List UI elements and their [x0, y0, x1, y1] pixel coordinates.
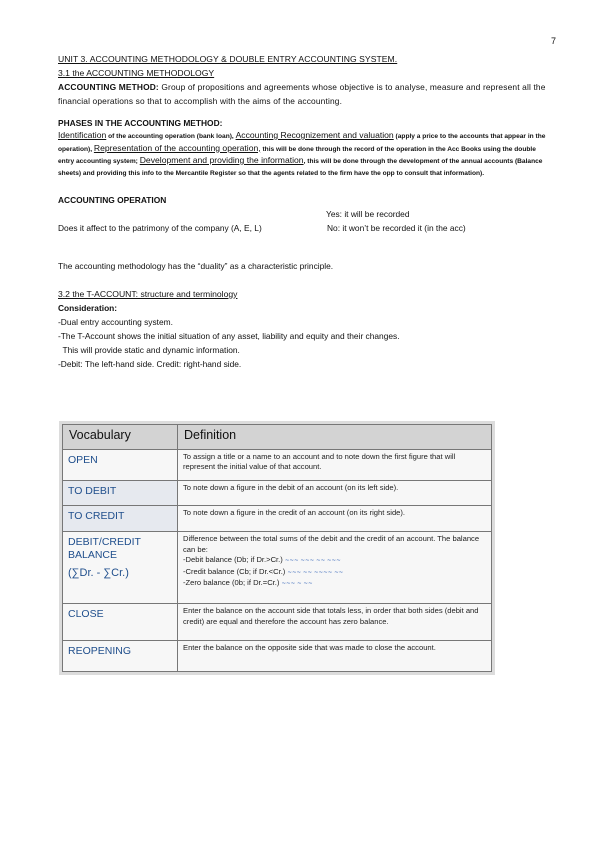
table-row: [63, 506, 492, 532]
accounting-method-paragraph: [58, 80, 548, 108]
term-cell: TO CREDIT: [63, 506, 178, 532]
definition-cell: Enter the balance on the opposite side that was made to close the account.: [178, 641, 492, 672]
operation-yes: Yes: it will be recorded: [326, 209, 410, 219]
table-row: [63, 532, 492, 604]
consideration-line: -The T-Account shows the initial situation of any asset, liability and equity and their changes.: [58, 331, 400, 341]
definition-cell: To note down a figure in the credit of an account (on its right side).: [178, 506, 492, 532]
phase-3-title: Representation of the accounting operation,: [93, 142, 261, 153]
table-header-row: [63, 425, 492, 450]
balance-item: -Debit balance (Db; if Dr.>Cr.) ~~~ ~~~ ~~ ~~~: [183, 555, 341, 564]
phase-3-text: this will be done through the record of the operation in the Acc Books using the double entry accounting system;: [58, 145, 536, 165]
balance-item: -Zero balance (0b; if Dr.=Cr.) ~~~ ~ ~~: [183, 578, 313, 587]
definition-cell: Enter the balance on the account side that totals less, in order that both sides (debit and credit) are equal and therefore the account has zero balance.: [178, 604, 492, 641]
balance-item: -Credit balance (Cb; if Dr.<Cr.) ~~~ ~~ ~~~~ ~~: [183, 566, 344, 576]
balance-definition: Difference between the total sums of the debit and the credit of an account. The balance can be:: [183, 534, 480, 554]
phase-4-text: , this will be done through the development of the annual accounts (Balance sheets) and providing this info to the Mercantile Register so that the agents related to the firm have the opp to consult that information).: [58, 158, 543, 177]
phases-heading: PHASES IN THE ACCOUNTING METHOD:: [58, 118, 223, 128]
balance-term: DEBIT/CREDIT BALANCE: [68, 536, 141, 561]
unit-heading: UNIT 3. ACCOUNTING METHODOLOGY & DOUBLE ENTRY ACCOUNTING SYSTEM.: [58, 54, 398, 64]
phase-2-title: Accounting Recognizement and valuation: [235, 130, 394, 140]
section-heading-3-2: 3.2 the T-ACCOUNT: structure and terminology: [58, 289, 238, 299]
accounting-method-term: ACCOUNTING METHOD:: [58, 82, 159, 92]
phase-1-text: of the accounting operation (bank loan),: [106, 133, 236, 140]
consideration-line: This will provide static and dynamic information.: [58, 345, 240, 355]
phase-4-title: Development and providing the information: [139, 155, 304, 165]
page-number: 7: [551, 36, 557, 46]
phase-1-title: Identification: [58, 130, 107, 140]
handwritten-note: ~~~ ~~~ ~~ ~~~: [284, 558, 341, 564]
table-row: [63, 604, 492, 641]
table-row: [63, 449, 492, 480]
duality-text: The accounting methodology has the “duality” as a characteristic principle.: [58, 261, 334, 271]
phases-paragraph: [58, 130, 548, 179]
phase-2-text: (apply a price to the accounts that appear in the operation),: [58, 133, 546, 153]
definition-cell: To assign a title or a name to an account and to note down the first figure that will represent the initial value of that account.: [178, 449, 492, 480]
term-cell: TO DEBIT: [63, 480, 178, 506]
handwritten-note: ~~~ ~~ ~~~~ ~~: [287, 569, 344, 576]
operation-no: No: it won’t be recorded it (in the acc): [327, 223, 466, 233]
vocabulary-table-image: [59, 421, 495, 675]
consideration-line: -Dual entry accounting system.: [58, 317, 173, 327]
term-cell: CLOSE: [63, 604, 178, 641]
balance-formula: (∑Dr. - ∑Cr.): [68, 567, 129, 579]
consideration-heading: Consideration:: [58, 303, 118, 313]
vocabulary-header: Vocabulary: [63, 425, 178, 450]
table-row: [63, 480, 492, 506]
term-cell: OPEN: [63, 449, 178, 480]
definition-cell: To note down a figure in the debit of an account (on its left side).: [178, 480, 492, 506]
document-body: [58, 52, 548, 371]
definition-cell: [178, 532, 492, 604]
accounting-method-definition: Group of propositions and agreements whose objective is to analyse, measure and represent all the financial operations so that to accomplish with the aims of the accounting.: [58, 82, 546, 106]
term-cell: [63, 532, 178, 604]
definition-header: Definition: [178, 425, 492, 450]
vocabulary-table: [62, 424, 492, 672]
operation-heading: ACCOUNTING OPERATION: [58, 195, 167, 205]
operation-decision: [58, 207, 548, 235]
consideration-line: -Debit: The left-hand side. Credit: right-hand side.: [58, 359, 242, 369]
table-row: [63, 641, 492, 672]
section-heading-3-1: 3.1 the ACCOUNTING METHODOLOGY: [58, 68, 215, 78]
handwritten-note: ~~~ ~ ~~: [281, 581, 313, 587]
term-cell: REOPENING: [63, 641, 178, 672]
operation-question: Does it affect to the patrimony of the company (A, E, L): [58, 223, 262, 233]
